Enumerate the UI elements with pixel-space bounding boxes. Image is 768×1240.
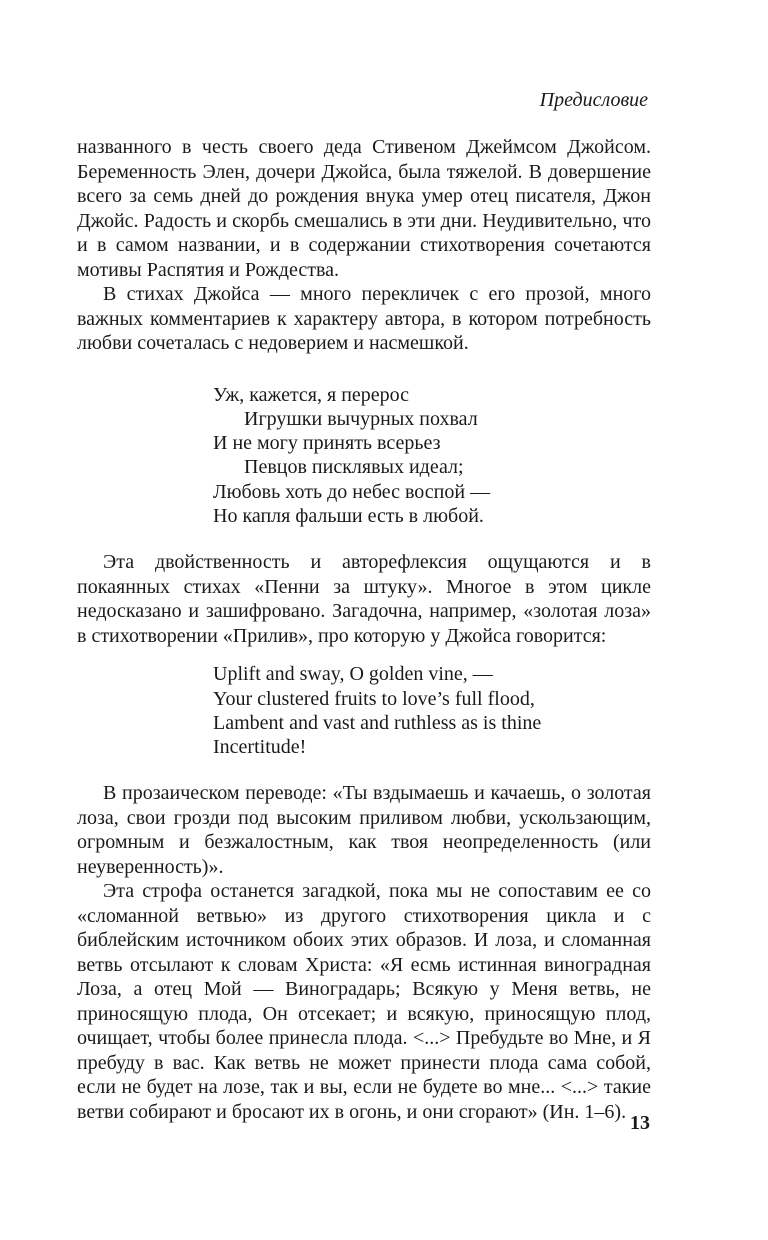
verse-line: Любовь хоть до небес воспой — <box>213 480 491 503</box>
paragraph-prose-translation: В прозаическом переводе: «Ты вздымаешь и качаешь, о золотая лоза, свои грозди под высоким приливом любви, ускользающим, огромным и безжалостным, как твоя неопределенность (или неуверенность)». <box>77 782 651 878</box>
verse-russian <box>213 383 651 529</box>
verse-line: Incertitude! <box>213 736 307 759</box>
verse-line: Uplift and sway, O golden vine, — <box>213 663 493 686</box>
paragraph-vine-riddle: Эта строфа останется загадкой, пока мы не сопоставим ее со «сломанной ветвью» из другого стихотворения цикла и с библейским источником обоих этих образов. И лоза, и сломанная ветвь отсылают к словам Христа: «Я есмь истинная виноградная Лоза, а отец Мой — Виноградарь; Всякую у Меня ветвь, не приносящую плода, Он отсекает; и всякую, приносящую плод, очищает, чтобы более принесла плода. <...> Пребудьте во Мне, и Я пребуду в вас. Как ветвь не может принести плода сама собой, если не будет на лозе, так и вы, если не будете во мне... <...> такие ветви собирают и бросают их в огонь, и они сгорают» (Ин. 1–6). <box>77 880 651 1123</box>
paragraph-continuation: названного в честь своего деда Стивеном Джеймсом Джойсом. Беременность Элен, дочери Джойса, была тяжелой. В довершение всего за семь дней до рождения внука умер отец писателя, Джон Джойс. Радость и скорбь смешались в эти дни. Неудивительно, что и в самом названии, и в содержании стихотворения сочетаются мотивы Распятия и Рождества. <box>77 136 651 281</box>
verse-line: Певцов писклявых идеал; <box>244 456 464 479</box>
paragraph-poems-prose: В стихах Джойса — много перекличек с его прозой, много важных комментариев к характеру автора, в котором потребность любви сочеталась с недоверием и насмешкой. <box>77 283 651 354</box>
verse-line: Но капля фальши есть в любой. <box>213 504 484 527</box>
verse-line: Your clustered fruits to love’s full flood, <box>213 687 535 710</box>
verse-line: Игрушки вычурных похвал <box>244 407 478 430</box>
verse-line: Lambent and vast and ruthless as is thine <box>213 711 542 734</box>
verse-line: Уж, кажется, я перерос <box>213 383 410 406</box>
body-text <box>77 135 651 1124</box>
running-head: Предисловие <box>539 89 648 111</box>
paragraph-duality: Эта двойственность и авторефлексия ощущаются и в покаянных стихах «Пенни за штуку». Многое в этом цикле недосказано и зашифровано. Загадочна, например, «золотая лоза» в стихотворении «Прилив», про которую у Джойса говорится: <box>77 551 651 647</box>
verse-english <box>213 662 651 759</box>
verse-line: И не могу принять всерьез <box>213 432 441 455</box>
page-number: 13 <box>630 1112 650 1134</box>
